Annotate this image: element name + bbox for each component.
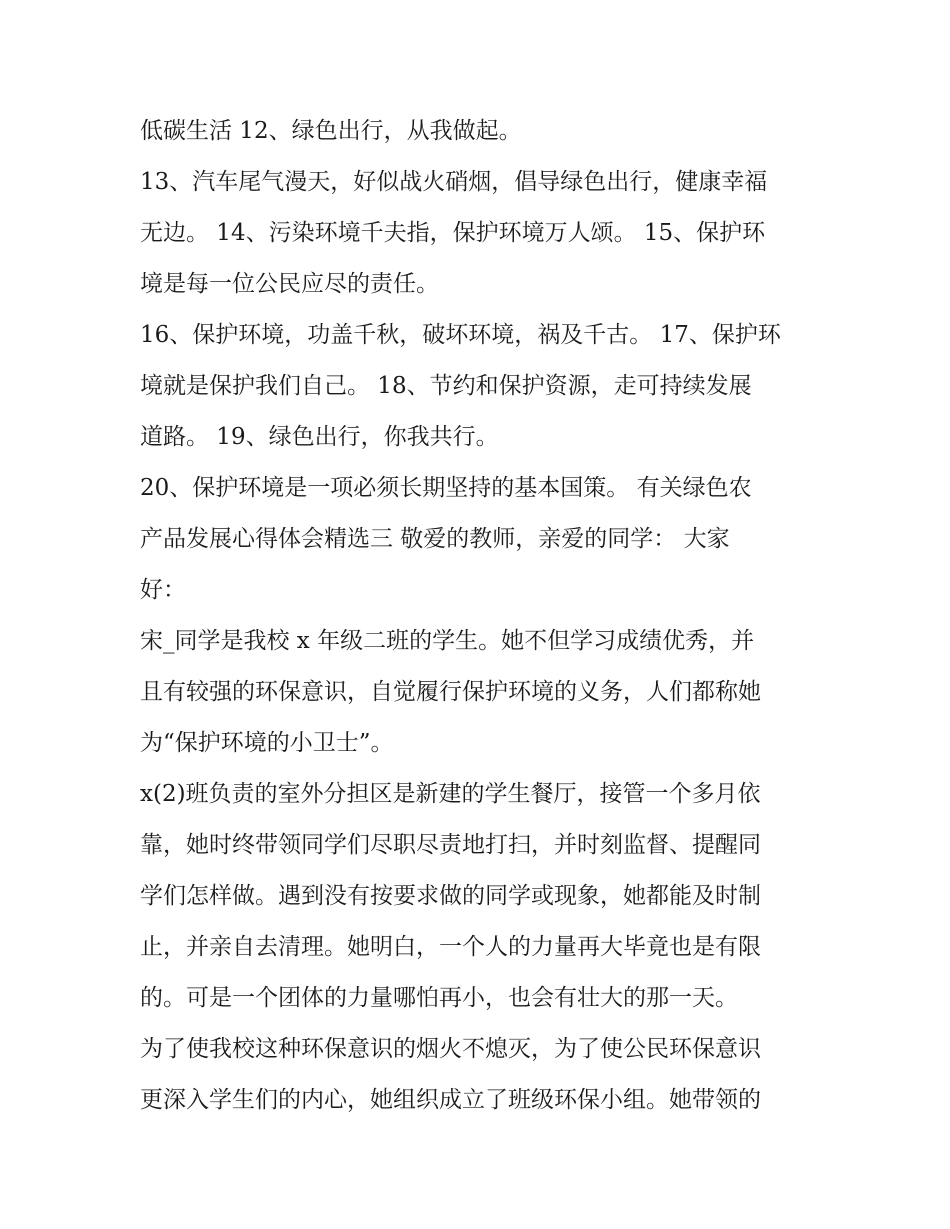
text-line: 无边。 14、污染环境千夫指，保护环境万人颂。 15、保护环: [140, 220, 766, 246]
text-line: 为了使我校这种环保意识的烟火不熄灭，为了使公民环保意识: [140, 1036, 761, 1062]
text-line: 更深入学生们的内心，她组织成立了班级环保小组。她带领的: [140, 1087, 761, 1113]
text-line: 靠，她时终带领同学们尽职尽责地打扫，并时刻监督、提醒同: [140, 832, 761, 858]
text-line: 16、保护环境，功盖千秋，破坏环境，祸及千古。 17、保护环: [140, 322, 781, 348]
text-line: 低碳生活 12、绿色出行，从我做起。: [140, 118, 522, 144]
text-line: 为“保护环境的小卫士”。: [140, 730, 394, 756]
text-line: 宋_同学是我校 x 年级二班的学生。她不但学习成绩优秀，并: [140, 628, 755, 654]
text-line: 境就是保护我们自己。 18、节约和保护资源，走可持续发展: [140, 373, 752, 399]
text-line: x(2)班负责的室外分担区是新建的学生餐厅，接管一个多月依: [140, 781, 761, 807]
text-line: 止，并亲自去清理。她明白，一个人的力量再大毕竟也是有限: [140, 934, 761, 960]
text-line: 的。可是一个团体的力量哪怕再小，也会有壮大的那一天。: [140, 985, 738, 1011]
text-line: 学们怎样做。遇到没有按要求做的同学或现象，她都能及时制: [140, 883, 761, 909]
text-line: 境是每一位公民应尽的责任。: [140, 271, 439, 297]
text-line: 20、保护环境是一项必须长期坚持的基本国策。 有关绿色农: [140, 475, 752, 501]
text-line: 道路。 19、绿色出行，你我共行。: [140, 424, 499, 450]
text-line: 13、汽车尾气漫天，好似战火硝烟，倡导绿色出行，健康幸福: [140, 169, 768, 195]
text-line: 产品发展心得体会精选三 敬爱的教师，亲爱的同学： 大家: [140, 526, 730, 552]
text-line: 好：: [140, 577, 186, 603]
text-line: 且有较强的环保意识，自觉履行保护环境的义务，人们都称她: [140, 679, 761, 705]
document-body: [140, 106, 820, 1126]
